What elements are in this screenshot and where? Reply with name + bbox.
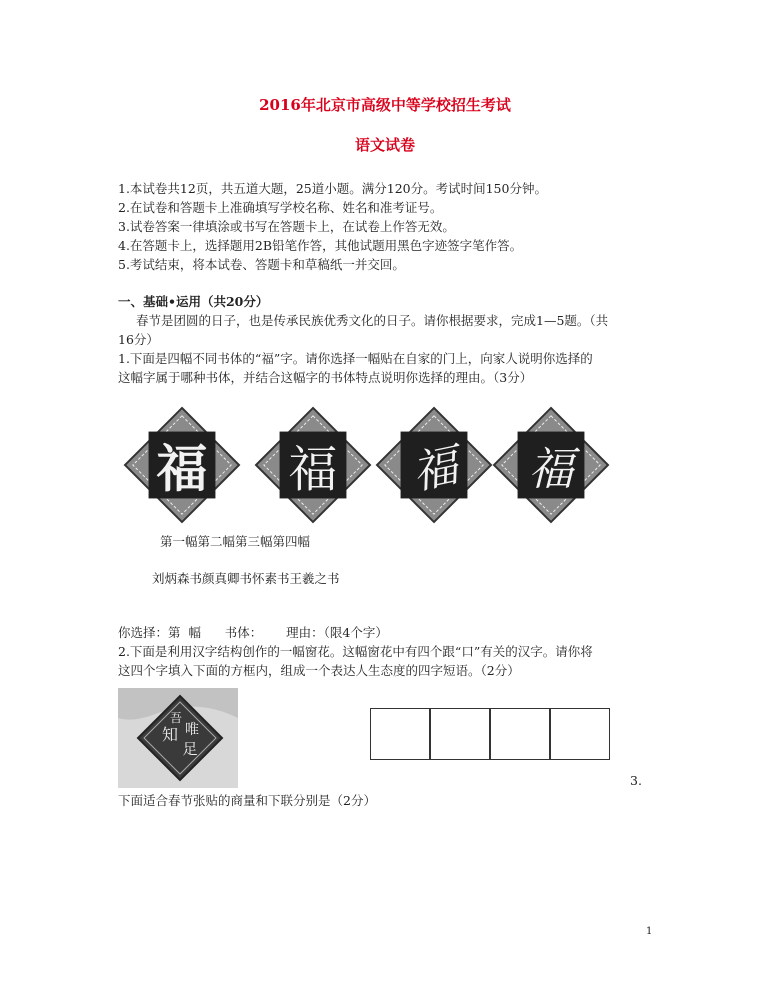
q1-answer-line: 你选择：第 幅 书体： 理由：（限4个字） [118,625,388,640]
window-flower-image [118,688,238,788]
q2-text-line1: 2.下面是利用汉字结构创作的一幅窗花。这幅窗花中有四个跟“口”有关的汉字。请你将 [118,644,593,659]
q3-text: 下面适合春节张贴的商量和下联分别是（2分） [118,793,376,808]
fu-glyph-2: 福 [288,440,338,499]
answer-box-3[interactable] [490,708,550,760]
section-intro-line2: 16分） [118,332,159,347]
q3-number: 3. [630,773,642,788]
window-glyph-2: 足 [182,740,198,758]
exam-title: 2016年北京市高级中等学校招生考试 [259,96,511,114]
q2-text-line2: 这四个字填入下面的方框内，组成一个表达人生态度的四字短语。（2分） [118,663,520,678]
q1-image-authors: 刘炳森书颜真卿书怀素书王羲之书 [152,571,340,586]
fu-image-1 [123,406,241,524]
q1-text-line2: 这幅字属于哪种书体，并结合这幅字的书体特点说明你选择的理由。（3分） [118,370,533,385]
note-1: 1.本试卷共12页，共五道大题，25道小题。满分120分。考试时间150分钟。 [118,181,547,196]
section-heading: 一、基础•运用（共20分） [118,294,269,309]
fu-image-4 [492,406,610,524]
window-glyph-1: 知 [161,725,179,744]
q1-image-labels: 第一幅第二幅第三幅第四幅 [160,534,311,549]
answer-box-1[interactable] [370,708,430,760]
answer-box-2[interactable] [430,708,490,760]
note-4: 4.在答题卡上，选择题用2B铅笔作答，其他试题用黑色字迹签字笔作答。 [118,238,523,253]
fu-glyph-4: 福 [528,442,574,496]
note-2: 2.在试卷和答题卡上准确填写学校名称、姓名和准考证号。 [118,200,443,215]
fu-glyph-1: 福 [156,439,208,500]
fu-image-3 [375,406,493,524]
window-glyph-3: 唯 [185,722,199,738]
page-number: 1 [646,926,653,937]
q1-text-line1: 1.下面是四幅不同书体的“福”字。请你选择一幅贴在自家的门上，向家人说明你选择的 [118,351,593,366]
note-3: 3.试卷答案一律填涂或书写在答题卡上，在试卷上作答无效。 [118,219,455,234]
window-glyph-4: 吾 [169,711,183,725]
fu-glyph-3: 福 [407,438,463,500]
note-5: 5.考试结束，将本试卷、答题卡和草稿纸一并交回。 [118,257,405,272]
fu-image-2 [254,406,372,524]
answer-box-4[interactable] [550,708,610,760]
section-intro-line1: 春节是团圆的日子，也是传承民族优秀文化的日子。请你根据要求，完成1—5题。（共 [136,313,609,328]
exam-subtitle: 语文试卷 [354,136,415,154]
